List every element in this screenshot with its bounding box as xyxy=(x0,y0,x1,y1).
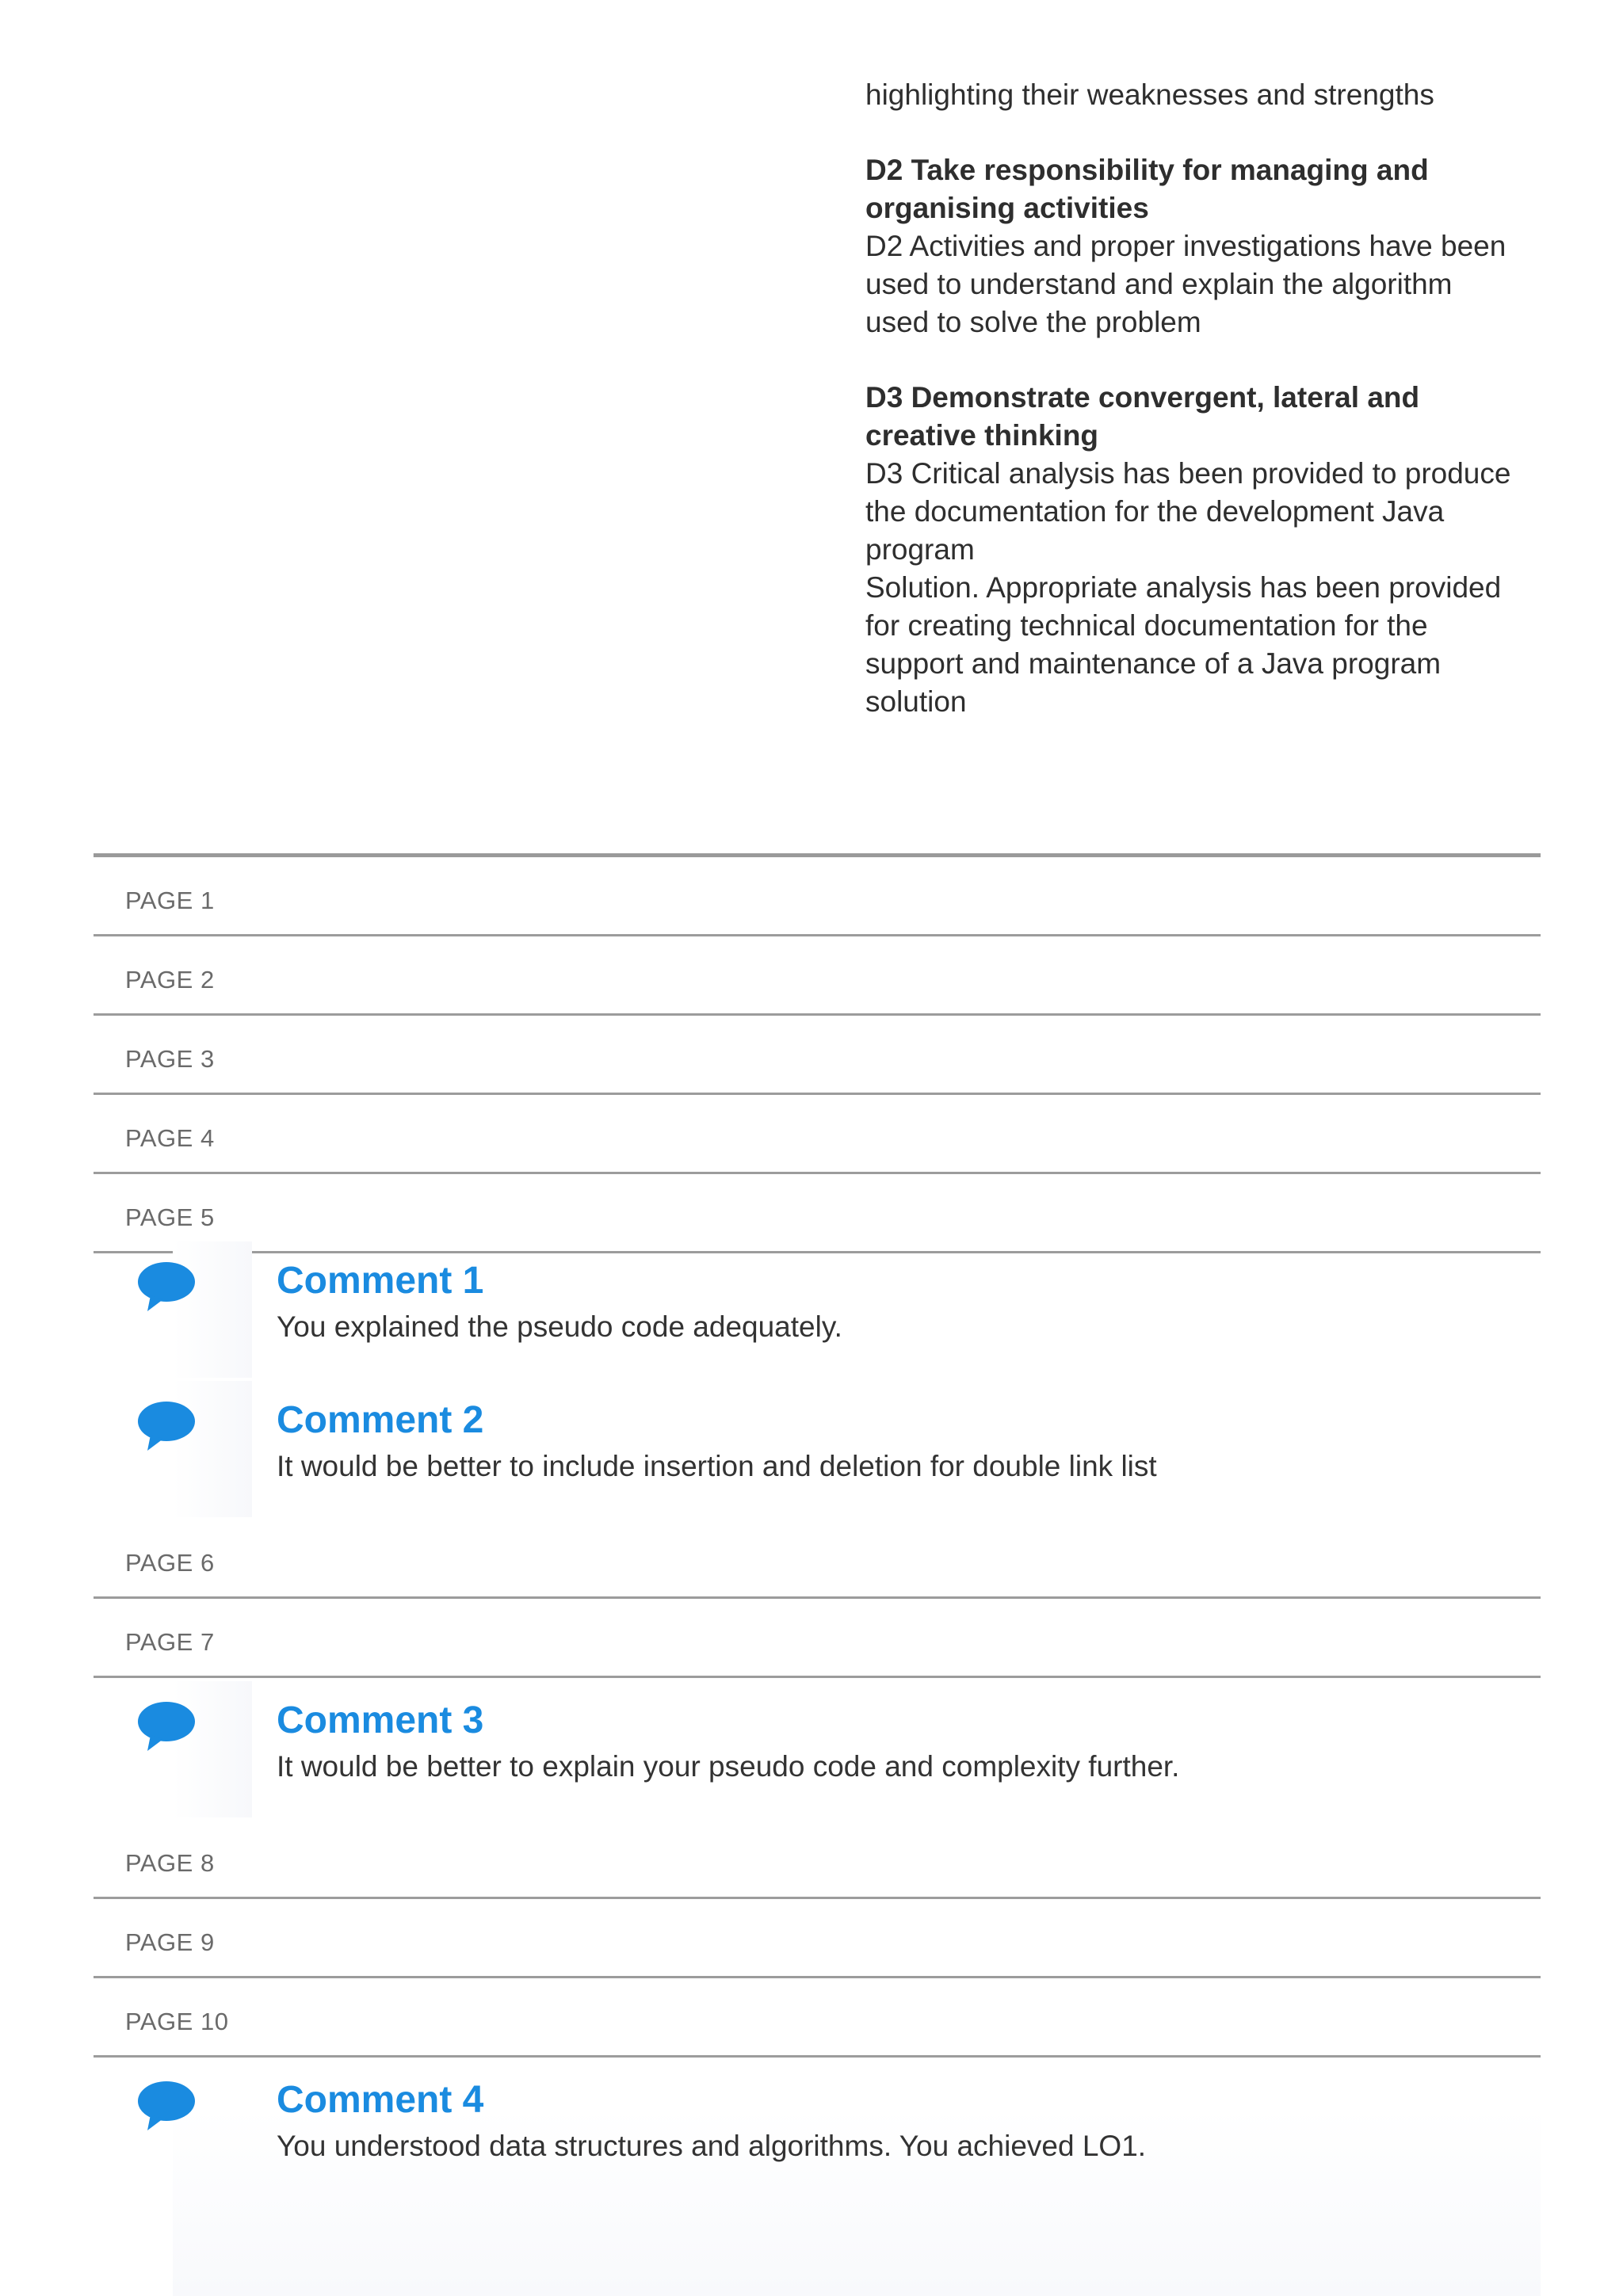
page-label: PAGE 1 xyxy=(125,887,215,914)
speech-bubble-icon xyxy=(136,1700,197,1753)
d2-paragraph xyxy=(865,151,1563,341)
page-label: PAGE 7 xyxy=(125,1628,215,1656)
page-row-7 xyxy=(94,1599,1541,1678)
d3-text-line: program xyxy=(865,533,975,566)
page-row-6 xyxy=(94,1519,1541,1599)
comment-card xyxy=(94,1381,1541,1517)
page-label: PAGE 6 xyxy=(125,1549,215,1577)
page-label: PAGE 4 xyxy=(125,1124,215,1152)
page-label: PAGE 5 xyxy=(125,1203,215,1231)
d3-text-line: solution xyxy=(865,685,967,718)
speech-bubble-icon xyxy=(136,2080,197,2132)
page-row-10 xyxy=(94,1978,1541,2058)
page-row-4 xyxy=(94,1095,1541,1174)
page-label: PAGE 3 xyxy=(125,1045,215,1073)
comment-title: Comment 1 xyxy=(277,1260,484,1302)
d3-text-line: Solution. Appropriate analysis has been provided xyxy=(865,571,1502,604)
d2-text-line: D2 Activities and proper investigations have been xyxy=(865,230,1507,262)
page-row-8 xyxy=(94,1819,1541,1899)
comment-title: Comment 4 xyxy=(277,2079,484,2121)
d2-heading-line-2: organising activities xyxy=(865,192,1149,224)
page-row-1 xyxy=(94,857,1541,936)
page-label: PAGE 2 xyxy=(125,966,215,994)
comment-title: Comment 3 xyxy=(277,1699,484,1741)
d3-heading-line-1: D3 Demonstrate convergent, lateral and xyxy=(865,381,1420,414)
comment-title: Comment 2 xyxy=(277,1399,484,1441)
page-label: PAGE 10 xyxy=(125,2008,229,2035)
comment-text: It would be better to explain your pseudo code and complexity further. xyxy=(277,1750,1180,1783)
feedback-criteria-block xyxy=(865,76,1563,758)
d3-text-line: D3 Critical analysis has been provided to produce xyxy=(865,457,1511,490)
comment-text: You understood data structures and algorithms. You achieved LO1. xyxy=(277,2130,1147,2162)
d3-text-line: for creating technical documentation for the xyxy=(865,609,1428,642)
page-label: PAGE 9 xyxy=(125,1928,215,1956)
d3-text-line: support and maintenance of a Java program xyxy=(865,647,1442,680)
intro-text: highlighting their weaknesses and strengths xyxy=(865,78,1434,111)
page-row-2 xyxy=(94,936,1541,1016)
d3-heading-line-2: creative thinking xyxy=(865,419,1099,452)
d2-heading-line-1: D2 Take responsibility for managing and xyxy=(865,154,1429,186)
comment-text: You explained the pseudo code adequately. xyxy=(277,1310,842,1343)
d3-text-line: the documentation for the development Java xyxy=(865,495,1445,528)
d2-text-line: used to solve the problem xyxy=(865,306,1201,338)
comment-text: It would be better to include insertion and deletion for double link list xyxy=(277,1450,1157,1482)
speech-bubble-icon xyxy=(136,1261,197,1313)
comment-card xyxy=(94,1681,1541,1817)
d2-text-line: used to understand and explain the algorithm xyxy=(865,268,1453,300)
d3-paragraph xyxy=(865,379,1563,721)
page-label: PAGE 8 xyxy=(125,1849,215,1877)
comment-card xyxy=(94,1241,1541,1378)
page-row-3 xyxy=(94,1016,1541,1095)
comment-card xyxy=(94,2061,1541,2197)
speech-bubble-icon xyxy=(136,1400,197,1452)
intro-paragraph xyxy=(865,76,1563,114)
page-row-9 xyxy=(94,1899,1541,1978)
